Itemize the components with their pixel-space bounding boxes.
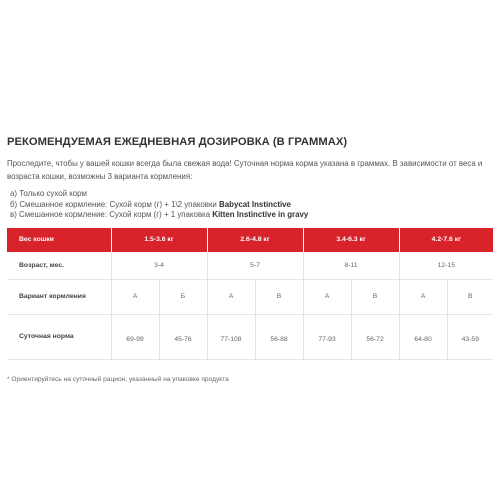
weight-col-1: 1.5-3.6 кг xyxy=(111,228,207,252)
feeding-option-a: а) Только сухой корм xyxy=(10,189,87,198)
weight-col-2: 2.6-4.8 кг xyxy=(207,228,303,252)
norm-cell: 56-88 xyxy=(255,314,303,359)
intro-text: Проследите, чтобы у вашей кошки всегда была свежая вода! Суточная норма корма указана в граммах. В зависимости от веса и возраста кошки, возможны 3 варианта кормления: xyxy=(7,159,483,181)
feeding-options-list xyxy=(7,189,493,221)
feeding-option-b: б) Смешанное кормление: Сухой корм (г) + 1\2 упаковки Babycat Instinctive xyxy=(10,199,291,209)
variant-cell: А xyxy=(111,279,159,314)
age-cell: 8-11 xyxy=(303,252,399,280)
norm-cell: 56-72 xyxy=(351,314,399,359)
age-cell: 5-7 xyxy=(207,252,303,280)
norm-label: Суточная норма xyxy=(19,333,74,340)
table-row xyxy=(7,252,493,280)
variant-cell: Б xyxy=(159,279,207,314)
weight-header-row xyxy=(7,228,493,252)
norm-cell: 69-99 xyxy=(111,314,159,359)
variant-cell: В xyxy=(351,279,399,314)
weight-col-3: 3.4-6.3 кг xyxy=(303,228,399,252)
feeding-option-c: в) Смешанное кормление: Сухой корм (г) + 1 упаковка Kitten Instinctive in gravy xyxy=(10,210,309,219)
norm-cell: 43-59 xyxy=(447,314,493,359)
product-name-kitten-gravy: Kitten Instinctive in gravy xyxy=(212,210,309,219)
weight-header-label: Вес кошки xyxy=(7,228,111,252)
table-row xyxy=(7,314,493,359)
norm-cell: 77-108 xyxy=(207,314,255,359)
variant-cell: А xyxy=(399,279,447,314)
dosage-section xyxy=(7,136,493,383)
variant-label: Вариант кормления xyxy=(19,293,86,300)
age-cell: 12-15 xyxy=(399,252,493,280)
variant-cell: А xyxy=(303,279,351,314)
product-name-babycat: Babycat Instinctive xyxy=(219,199,291,209)
age-label: Возраст, мес. xyxy=(19,261,65,269)
variant-cell: А xyxy=(207,279,255,314)
weight-col-4: 4.2-7.6 кг xyxy=(399,228,493,252)
variant-cell: В xyxy=(447,279,493,314)
variant-cell: В xyxy=(255,279,303,314)
section-title: РЕКОМЕНДУЕМАЯ ЕЖЕДНЕВНАЯ ДОЗИРОВКА (В ГРАММАХ) xyxy=(7,136,348,148)
norm-cell: 64-80 xyxy=(399,314,447,359)
footnote: * Ориентируйтесь на суточный рацион, указанный на упаковке продукта xyxy=(7,375,229,383)
dosage-table xyxy=(7,228,493,360)
norm-cell: 77-93 xyxy=(303,314,351,359)
norm-cell: 45-76 xyxy=(159,314,207,359)
table-row xyxy=(7,279,493,314)
age-cell: 3-4 xyxy=(111,252,207,280)
